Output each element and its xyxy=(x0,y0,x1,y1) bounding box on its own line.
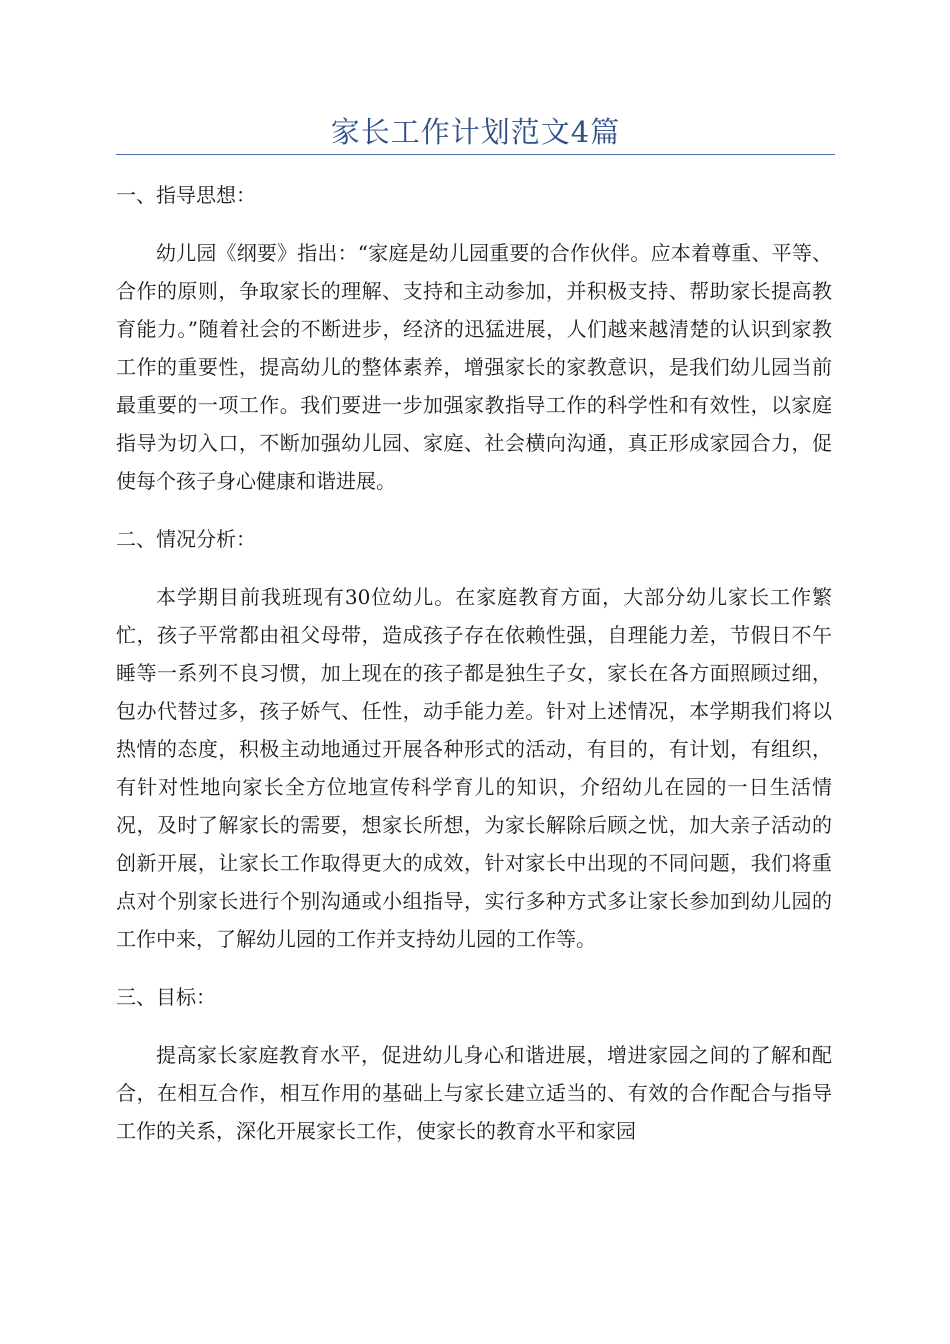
section-heading: 三、目标： xyxy=(116,985,216,1009)
section-goals xyxy=(116,982,832,1150)
section-heading: 一、指导思想： xyxy=(116,183,256,207)
section-paragraph: 本学期目前我班现有30位幼儿。在家庭教育方面，大部分幼儿家长工作繁忙，孩子平常都由祖父母带，造成孩子存在依赖性强，自理能力差，节假日不午睡等一系列不良习惯，加上现在的孩子都是独生子女，家长在各方面照顾过细，包办代替过多，孩子娇气、任性，动手能力差。针对上述情况，本学期我们将以热情的态度，积极主动地通过开展各种形式的活动，有目的，有计划，有组织，有针对性地向家长全方位地宣传科学育儿的知识，介绍幼儿在园的一日生活情况，及时了解家长的需要，想家长所想，为家长解除后顾之忧，加大亲子活动的创新开展，让家长工作取得更大的成效，针对家长中出现的不同问题，我们将重点对个别家长进行个别沟通或小组指导，实行多种方式多让家长参加到幼儿园的工作中来，了解幼儿园的工作并支持幼儿园的工作等。 xyxy=(116,585,832,951)
section-situation-analysis xyxy=(116,524,832,958)
section-paragraph: 提高家长家庭教育水平，促进幼儿身心和谐进展，增进家园之间的了解和配合，在相互合作，相互作用的基础上与家长建立适当的、有效的合作配合与指导工作的关系，深化开展家长工作，使家长的教育水平和家园 xyxy=(116,1043,832,1143)
section-heading: 二、情况分析： xyxy=(116,527,256,551)
document-title: 家长工作计划范文4篇 xyxy=(330,115,621,149)
title-underline xyxy=(116,154,835,155)
section-guiding-ideology xyxy=(116,180,832,500)
document-body xyxy=(116,180,832,1174)
section-paragraph: 幼儿园《纲要》指出：“家庭是幼儿园重要的合作伙伴。应本着尊重、平等、合作的原则，争取家长的理解、支持和主动参加，并积极支持、帮助家长提高教育能力。”随着社会的不断进步，经济的迅猛进展，人们越来越清楚的认识到家教工作的重要性，提高幼儿的整体素养，增强家长的家教意识，是我们幼儿园当前最重要的一项工作。我们要进一步加强家教指导工作的科学性和有效性，以家庭指导为切入口，不断加强幼儿园、家庭、社会横向沟通，真正形成家园合力，促使每个孩子身心健康和谐进展。 xyxy=(116,241,832,493)
